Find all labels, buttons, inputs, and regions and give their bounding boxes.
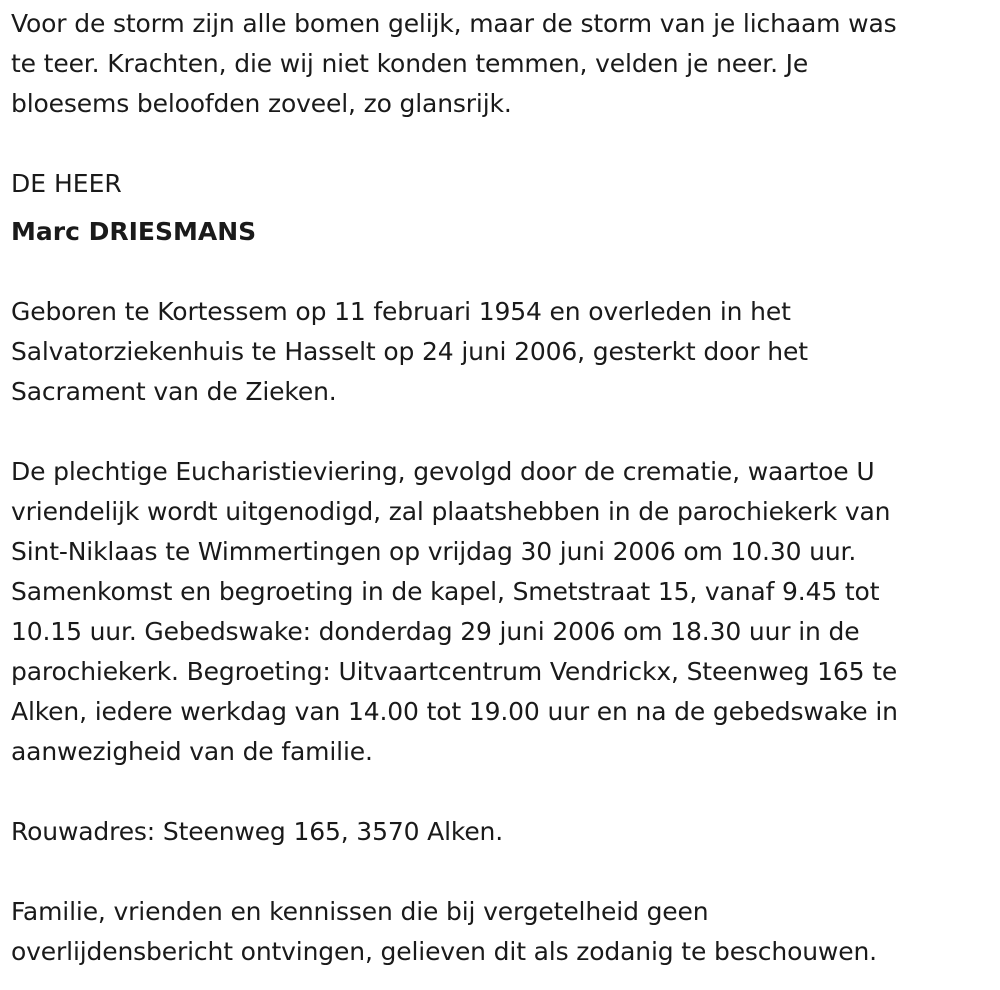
birth-death-paragraph [11,292,986,412]
poem-paragraph [11,4,986,124]
paragraph-spacer [11,124,986,164]
birth-death-line: Sacrament van de Zieken. [11,377,337,406]
mourning-address: Rouwadres: Steenweg 165, 3570 Alken. [11,817,504,846]
obituary-document [11,4,986,972]
notice-line: Familie, vrienden en kennissen die bij vergetelheid geen [11,897,709,926]
ceremony-line: Sint-Niklaas te Wimmertingen op vrijdag 30 juni 2006 om 10.30 uur. [11,537,857,566]
notice-paragraph [11,892,986,972]
poem-line: te teer. Krachten, die wij niet konden temmen, velden je neer. Je [11,49,809,78]
ceremony-line: Samenkomst en begroeting in de kapel, Smetstraat 15, vanaf 9.45 tot [11,577,880,606]
birth-death-line: Salvatorziekenhuis te Hasselt op 24 juni 2006, gesterkt door het [11,337,808,366]
ceremony-line: vriendelijk wordt uitgenodigd, zal plaatshebben in de parochiekerk van [11,497,891,526]
deceased-name: Marc DRIESMANS [11,217,257,246]
paragraph-spacer [11,772,986,812]
birth-death-line: Geboren te Kortessem op 11 februari 1954 en overleden in het [11,297,791,326]
ceremony-line: Alken, iedere werkdag van 14.00 tot 19.00 uur en na de gebedswake in [11,697,898,726]
honorific-title: DE HEER [11,169,122,198]
notice-line: overlijdensbericht ontvingen, gelieven dit als zodanig te beschouwen. [11,937,877,966]
poem-line: bloesems beloofden zoveel, zo glansrijk. [11,89,512,118]
ceremony-line: aanwezigheid van de familie. [11,737,373,766]
paragraph-spacer [11,852,986,892]
ceremony-line: 10.15 uur. Gebedswake: donderdag 29 juni 2006 om 18.30 uur in de [11,617,860,646]
ceremony-paragraph [11,452,986,772]
paragraph-spacer [11,252,986,292]
ceremony-line: De plechtige Eucharistieviering, gevolgd door de crematie, waartoe U [11,457,875,486]
poem-line: Voor de storm zijn alle bomen gelijk, maar de storm van je lichaam was [11,9,897,38]
ceremony-line: parochiekerk. Begroeting: Uitvaartcentrum Vendrickx, Steenweg 165 te [11,657,898,686]
paragraph-spacer [11,412,986,452]
